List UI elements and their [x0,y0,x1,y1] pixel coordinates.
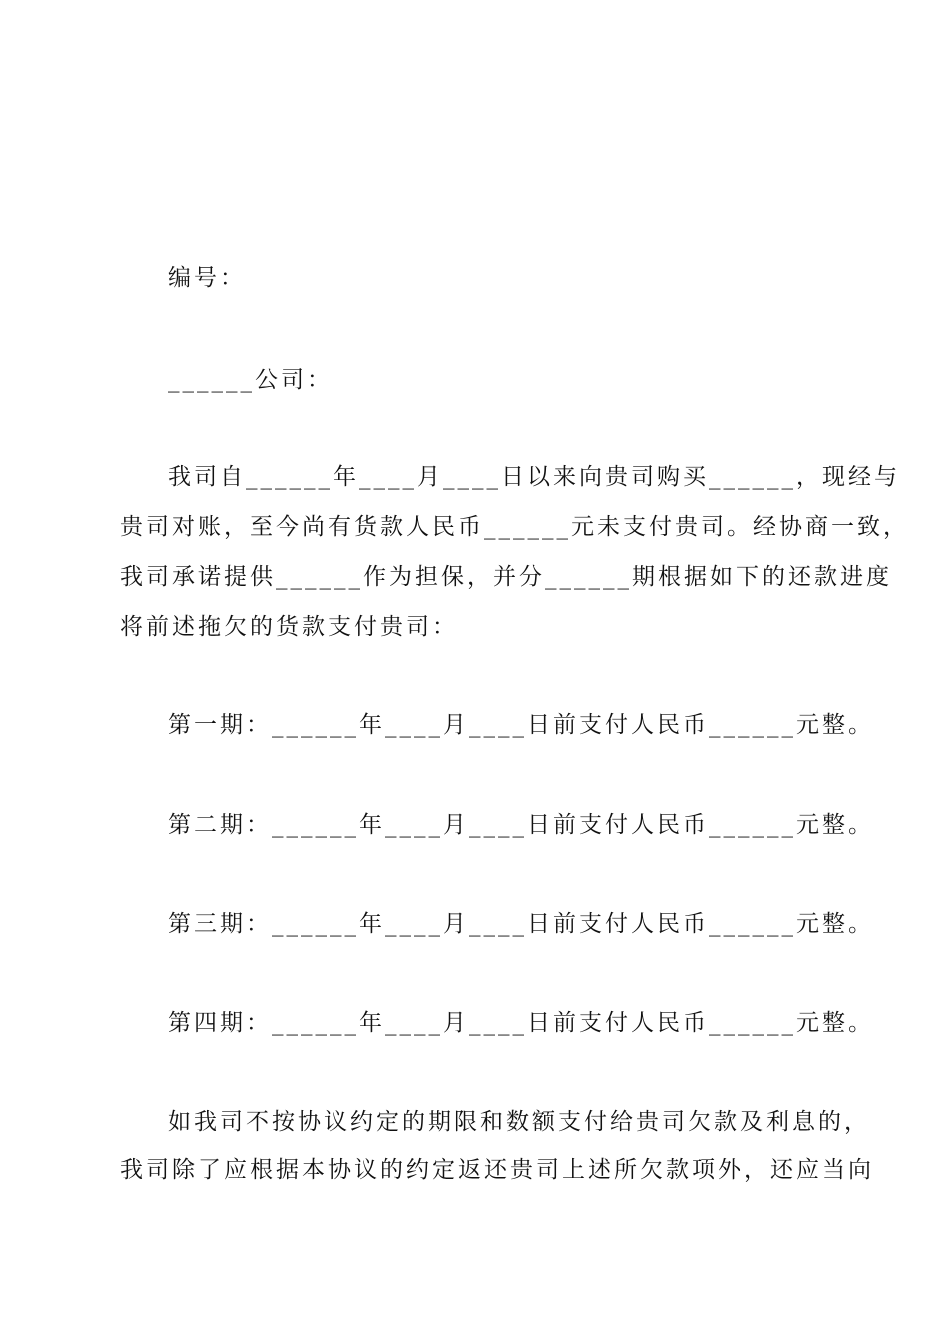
installment-3: 第三期：______年____月____日前支付人民币______元整。 [168,911,874,937]
breach-paragraph-line: 我司除了应根据本协议的约定返还贵司上述所欠款项外，还应当向 [120,1157,874,1183]
addressee-line: ______公司： [168,367,333,393]
intro-paragraph-line: 我司自______年____月____日以来向贵司购买______，现经与 [168,464,900,490]
installment-2: 第二期：______年____月____日前支付人民币______元整。 [168,812,874,838]
intro-paragraph-line: 我司承诺提供______作为担保，并分______期根据如下的还款进度 [120,564,892,590]
intro-paragraph-line: 贵司对账，至今尚有货款人民币______元未支付贵司。经协商一致， [120,514,909,540]
installment-4: 第四期：______年____月____日前支付人民币______元整。 [168,1010,874,1036]
document-number-label: 编号： [168,265,246,291]
breach-paragraph-line: 如我司不按协议约定的期限和数额支付给贵司欠款及利息的， [168,1109,870,1135]
installment-1: 第一期：______年____月____日前支付人民币______元整。 [168,712,874,738]
intro-paragraph-line: 将前述拖欠的货款支付贵司： [120,614,458,640]
